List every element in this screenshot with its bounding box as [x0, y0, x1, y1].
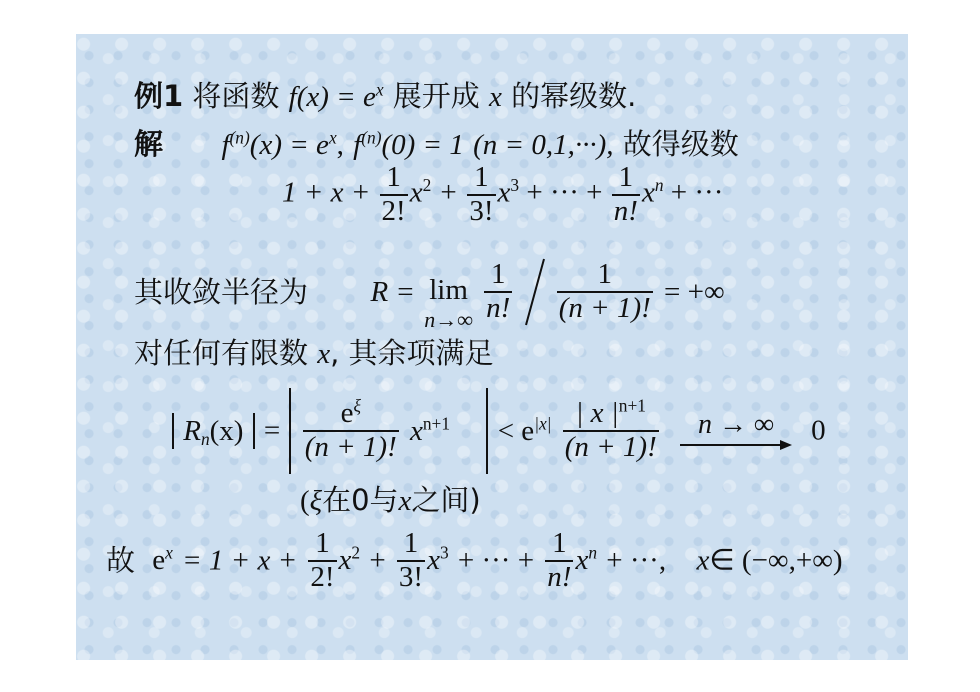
- xi-note: (ξ在0与x之间): [300, 483, 481, 517]
- abs-bar-tall: [486, 388, 488, 474]
- fraction-abs-x: $\frac{| x |^{n+1}}{(n + 1)!}$: [564, 395, 657, 463]
- series-formula: 1 + x + $\frac{1}{2!}$ $x^2$ + $\frac{1}{3!}$ $x^3$ + ··· + $\frac{1}{n!}$ $x^n$ + ···: [282, 161, 724, 227]
- domain-interval: ∈ (−∞,+∞): [709, 544, 843, 577]
- fraction-1-over-nfact: $\frac{1}{n!}$: [547, 527, 572, 593]
- fraction-exp-xi: $\frac{e^\xi}{(n + 1)!}$: [304, 395, 397, 463]
- fraction-1-over-2fact: $\frac{1}{2!}$: [381, 161, 406, 227]
- fraction-1-over-2fact: $\frac{1}{2!}$: [310, 527, 335, 593]
- derivative-at-zero: $f^{(n)}(0) = 1$: [353, 127, 464, 161]
- solution-line: 解 $f^{(n)}(x) = e^x$, $f^{(n)}(0) = 1$ (n = 0,1,···), 故得级数: [134, 127, 739, 161]
- right-arrow-icon: [680, 439, 792, 451]
- n-condition: (n = 0,1,···),: [473, 129, 614, 161]
- solution-label: 解: [134, 127, 164, 161]
- variable-x: x: [489, 81, 502, 113]
- fraction-1-over-nfact: $\frac{1}{n!}$: [613, 161, 638, 227]
- radius-lhs: R =: [370, 275, 415, 308]
- example-tail: 的幂级数.: [511, 79, 637, 113]
- abs-bar: [172, 413, 174, 449]
- derivative-formula: $f^{(n)}(x) = e^x$: [221, 127, 337, 161]
- limit-operator: lim n→∞: [424, 274, 473, 333]
- conclusion-label: 故: [106, 543, 136, 578]
- abs-bar: [253, 413, 255, 449]
- expand-text: 展开成: [392, 79, 480, 113]
- example-intro: 将函数: [192, 79, 280, 113]
- example-title-line: [134, 79, 637, 113]
- fraction-1-over-n-plus-1-fact: $\frac{1}{(n + 1)!}$: [558, 258, 651, 325]
- abs-bar-tall: [289, 388, 291, 474]
- fraction-1-over-nfact: $\frac{1}{n!}$: [486, 258, 511, 325]
- remainder-term: $R_n(x)$: [183, 414, 244, 449]
- remainder-estimate: $R_n(x)$ = $\frac{e^\xi}{(n + 1)!}$ $x^{n+1}$ < $e^{|x|}$ $\frac{| x |^{n+1}}{(n + 1)!}$ n → ∞ 0: [172, 388, 826, 474]
- fraction-1-over-3fact: $\frac{1}{3!}$: [469, 161, 494, 227]
- remainder-intro-line: 对任何有限数 x, 其余项满足: [134, 336, 494, 370]
- radius-result: = +∞: [664, 275, 725, 308]
- function-definition: $f(x) = e^x$: [288, 79, 384, 113]
- therefore-text: 故得级数: [622, 127, 739, 161]
- radius-line: [134, 252, 725, 333]
- fraction-1-over-3fact: $\frac{1}{3!}$: [398, 527, 424, 593]
- limit-arrow: n → ∞: [680, 411, 792, 451]
- conclusion-formula: 故 $e^x = 1 + x$ + $\frac{1}{2!}$ $x^2$ + $\frac{1}{3!}$ $x^3$ + ··· + $\frac{1}{n!}$ $x^n$ + ···, x∈ (−∞,+∞): [106, 527, 843, 593]
- variable-x: x: [317, 338, 331, 370]
- slide-panel: [76, 34, 908, 660]
- example-label: 例1: [134, 79, 184, 113]
- slash-divider: [524, 257, 546, 327]
- radius-label: 其收敛半径为: [134, 274, 309, 309]
